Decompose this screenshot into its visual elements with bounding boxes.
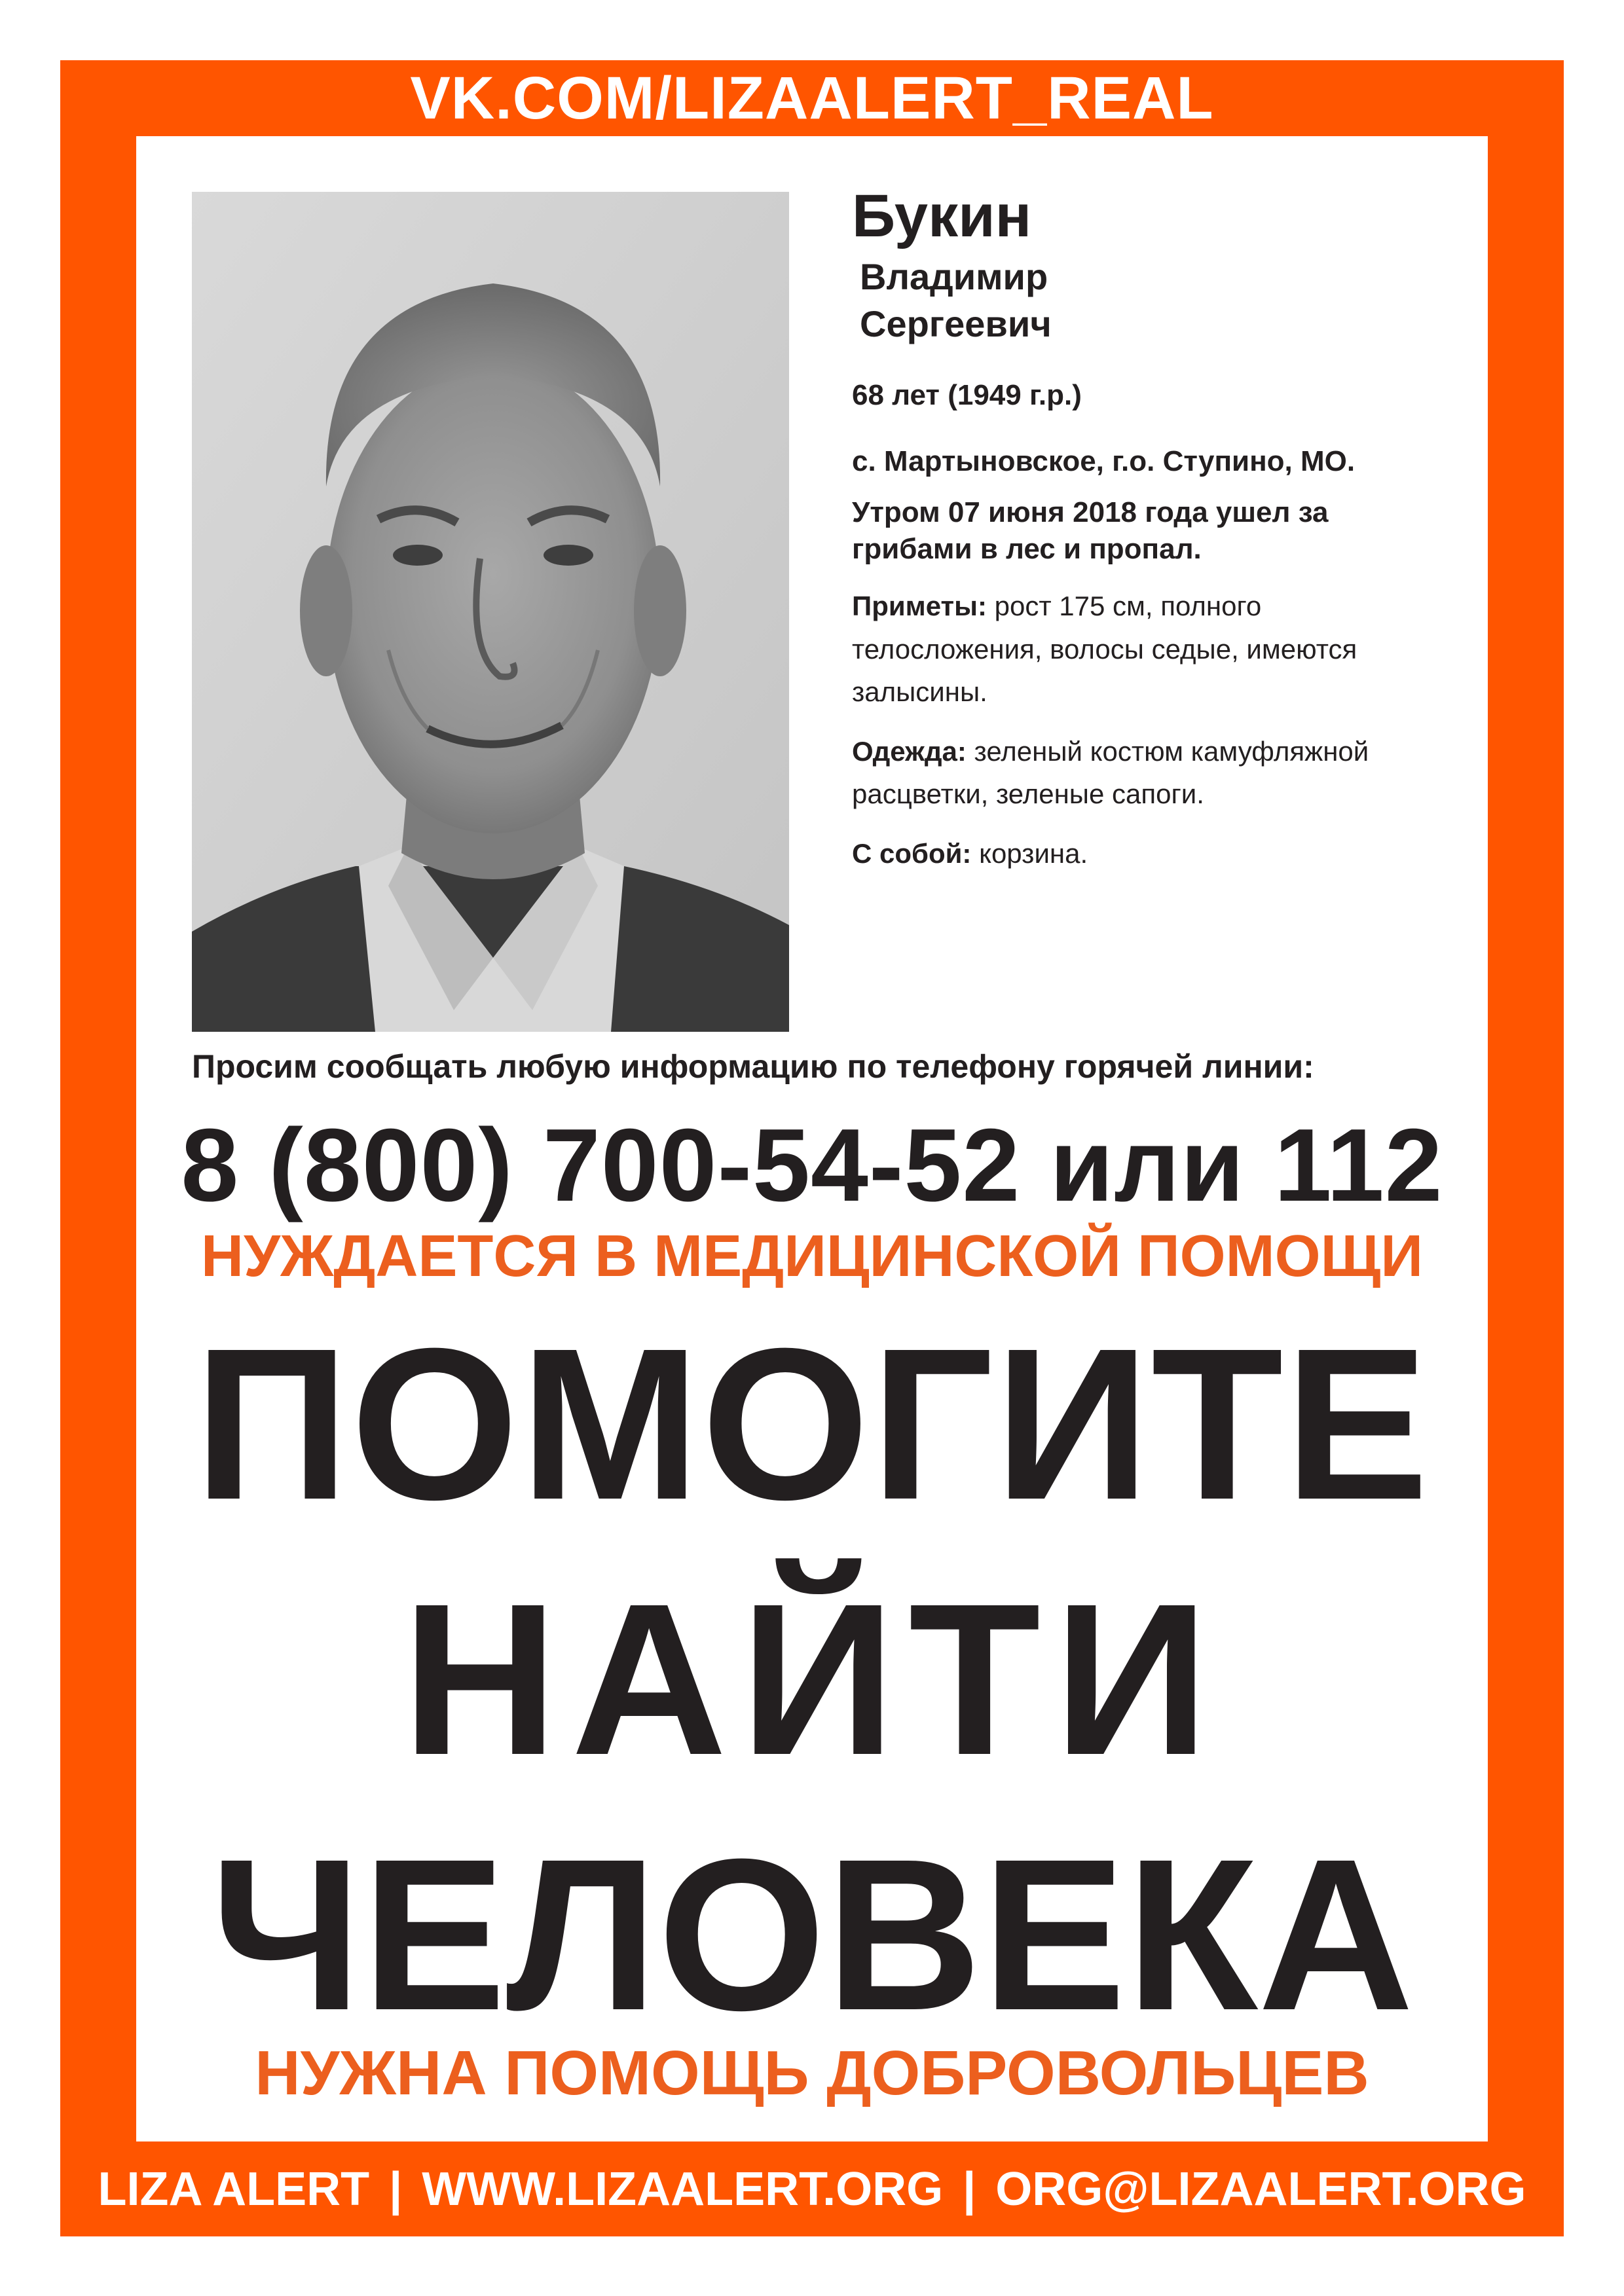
hotline-phone[interactable]: 8 (800) 700-54-52 или 112 [181,1108,1443,1223]
carry-text: корзина. [979,837,1088,869]
clothes-block [852,730,1454,815]
carry-block [852,832,1454,875]
last-seen-place: с. Мартыновское, г.о. Ступино, МО. [852,445,1356,477]
footer-email-link[interactable]: ORG@LIZAALERT.ORG [995,2162,1526,2215]
header-url[interactable]: VK.COM/LIZAALERT_REAL [410,64,1214,132]
headline-line-2: НАЙТИ [401,1558,1223,1800]
headline-line-3: ЧЕЛОВЕКА [210,1813,1414,2055]
footer-bar [60,2141,1564,2236]
footer-separator: | [963,2162,976,2215]
person-info [852,183,1454,875]
footer-org: LIZA ALERT [98,2162,370,2215]
disappearance-event: Утром 07 июня 2018 года ушел за грибами в лес и пропал. [852,496,1329,566]
signs-label: Приметы: [852,591,987,622]
signs-block [852,585,1454,712]
person-first-name: Владимир [860,256,1048,298]
person-age: 68 лет (1949 г.р.) [852,378,1082,411]
volunteers-notice: НУЖНА ПОМОЩЬ ДОБРОВОЛЬЦЕВ [255,2038,1369,2108]
signs-text: рост 175 см, полного телосложения, волосы седые, имеются залысины. [852,591,1357,707]
carry-label: С собой: [852,837,972,869]
hotline-request: Просим сообщать любую информацию по телефону горячей линии: [192,1048,1314,1085]
headline-line-1: ПОМОГИТЕ [194,1303,1430,1544]
person-surname: Букин [852,183,1032,249]
clothes-label: Одежда: [852,735,967,767]
person-patronymic: Сергеевич [860,302,1052,344]
clothes-text: зеленый костюм камуфляжной расцветки, зеленые сапоги. [852,735,1369,809]
medical-notice: НУЖДАЕТСЯ В МЕДИЦИНСКОЙ ПОМОЩИ [200,1224,1424,1289]
footer-separator: | [389,2162,403,2215]
missing-person-photo [192,192,789,1032]
footer-site-link[interactable]: WWW.LIZAALERT.ORG [422,2162,944,2215]
